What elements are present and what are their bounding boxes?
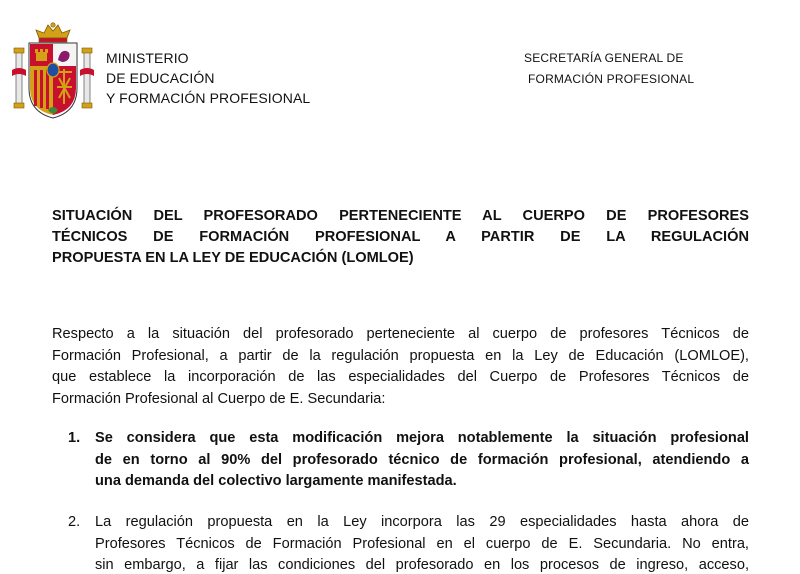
item1-line-2: de en torno al 90% del profesorado técnico de formación profesional, atendiendo a: [95, 451, 749, 468]
list-item-number: 1.: [68, 430, 81, 446]
coat-of-arms-logo: [12, 22, 94, 122]
title-line-2: TÉCNICOS DE FORMACIÓN PROFESIONAL A PARTIR DE LA REGULACIÓN: [52, 229, 749, 245]
list-item-text: [95, 428, 749, 493]
intro-line-4: Formación Profesional al Cuerpo de E. Secundaria:: [52, 390, 386, 407]
intro-line-2: Formación Profesional, a partir de la regulación propuesta en la Ley de Educación (LOMLOE),: [52, 347, 749, 364]
secretariat-name: [524, 48, 694, 90]
intro-line-1: Respecto a la situación del profesorado perteneciente al cuerpo de profesores Técnicos de: [52, 326, 749, 342]
title-line-3: PROPUESTA EN LA LEY DE EDUCACIÓN (LOMLOE): [52, 250, 414, 266]
item2-line-2: Profesores Técnicos de Formación Profesional en el cuerpo de E. Secundaria. No entra,: [95, 535, 749, 552]
secretariat-line-2: FORMACIÓN PROFESIONAL: [528, 72, 695, 86]
item2-line-3: sin embargo, a fijar las condiciones del profesorado en los procesos de ingreso, acceso,: [95, 557, 749, 573]
secretariat-line-1: SECRETARÍA GENERAL DE: [524, 51, 684, 65]
list-item-number: 2.: [68, 514, 81, 530]
ministry-line-2: DE EDUCACIÓN: [106, 70, 215, 86]
title-line-1: SITUACIÓN DEL PROFESORADO PERTENECIENTE AL CUERPO DE PROFESORES: [52, 208, 749, 224]
ministry-name: [106, 48, 310, 108]
item1-line-1: Se considera que esta modificación mejora notablemente la situación profesional: [95, 430, 749, 446]
ministry-line-3: Y FORMACIÓN PROFESIONAL: [106, 90, 311, 106]
list-item-text: [95, 512, 749, 574]
item2-line-1: La regulación propuesta en la Ley incorpora las 29 especialidades hasta ahora de: [95, 514, 749, 530]
intro-line-3: que establece la incorporación de las especialidades del Cuerpo de Profesores Técnicos de: [52, 369, 749, 385]
document-title: [52, 206, 749, 269]
intro-paragraph: [52, 324, 749, 410]
ministry-line-1: MINISTERIO: [106, 50, 189, 66]
item1-line-3: una demanda del colectivo largamente manifestada.: [95, 473, 457, 489]
